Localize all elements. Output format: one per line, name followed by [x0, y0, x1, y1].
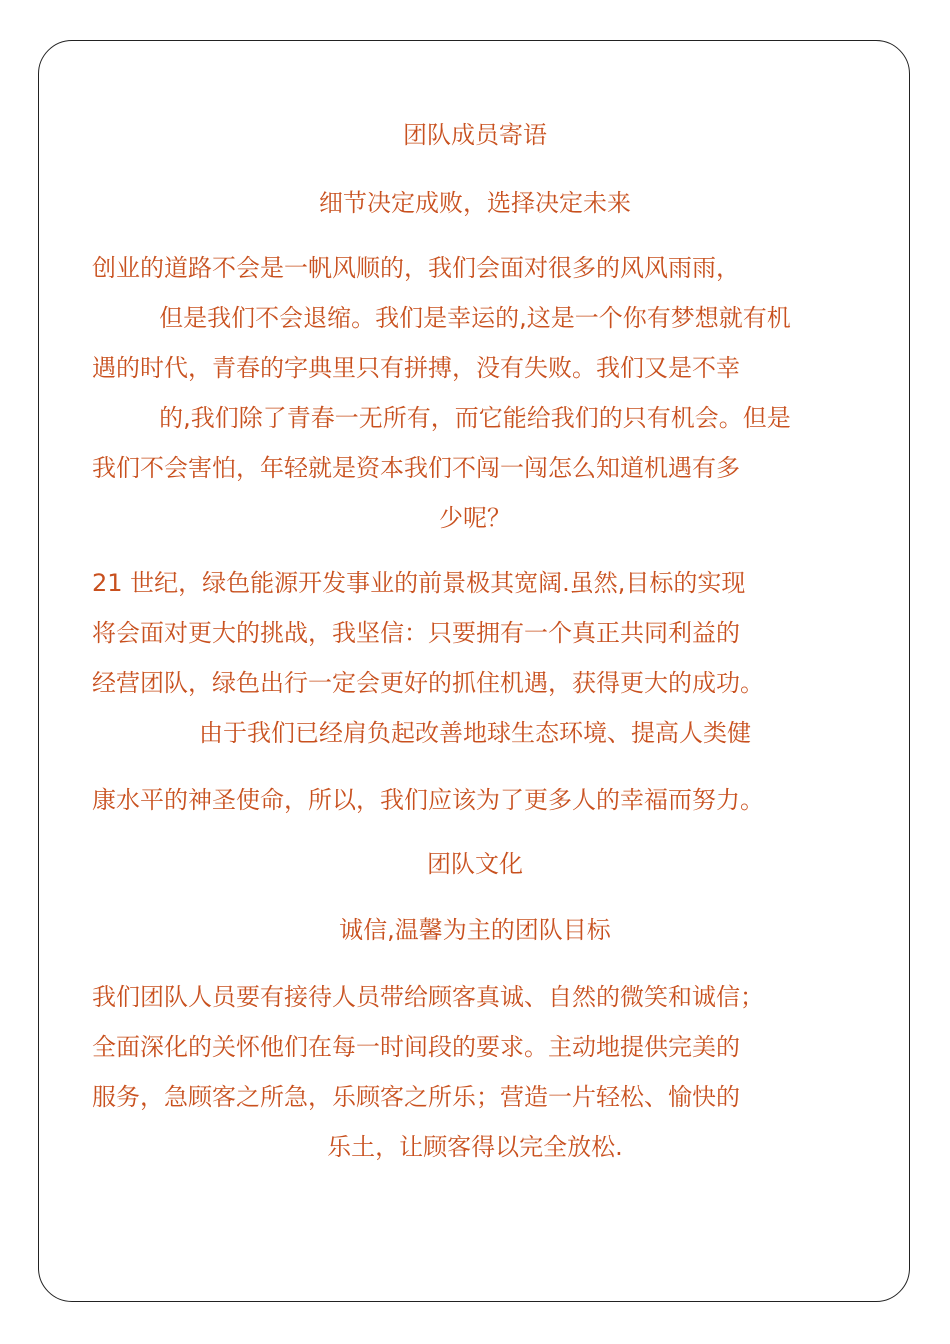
section-subheading-motto: 细节决定成败，选择决定未来: [319, 189, 631, 217]
paragraph-line: 但是我们不会退缩。我们是幸运的,这是一个你有梦想就有机: [159, 304, 791, 332]
paragraph-line: 全面深化的关怀他们在每一时间段的要求。主动地提供完美的: [92, 1033, 740, 1061]
section-heading-team-messages: 团队成员寄语: [403, 121, 547, 149]
section-heading-team-culture: 团队文化: [427, 850, 523, 878]
paragraph-line: 我们不会害怕，年轻就是资本我们不闯一闯怎么知道机遇有多: [92, 454, 740, 482]
paragraph-line: 由于我们已经肩负起改善地球生态环境、提高人类健: [199, 719, 751, 747]
paragraph-line: 乐土，让顾客得以完全放松.: [327, 1133, 623, 1161]
paragraph-line: 的,我们除了青春一无所有，而它能给我们的只有机会。但是: [159, 404, 791, 432]
paragraph-line: 服务，急顾客之所急，乐顾客之所乐；营造一片轻松、愉快的: [92, 1083, 740, 1111]
paragraph-line: 少呢？: [439, 504, 511, 532]
paragraph-line: 将会面对更大的挑战，我坚信：只要拥有一个真正共同利益的: [92, 619, 740, 647]
section-subheading-goal: 诚信,温馨为主的团队目标: [339, 916, 611, 944]
paragraph-line: 经营团队，绿色出行一定会更好的抓住机遇，获得更大的成功。: [92, 669, 764, 697]
paragraph-line: 创业的道路不会是一帆风顺的，我们会面对很多的风风雨雨，: [92, 254, 740, 282]
paragraph-line: 我们团队人员要有接待人员带给顾客真诚、自然的微笑和诚信；: [92, 983, 764, 1011]
paragraph-line: 康水平的神圣使命，所以，我们应该为了更多人的幸福而努力。: [92, 786, 764, 814]
paragraph-line: 21 世纪，绿色能源开发事业的前景极其宽阔.虽然,目标的实现: [92, 569, 746, 597]
paragraph-line: 遇的时代，青春的字典里只有拼搏，没有失败。我们又是不幸: [92, 354, 740, 382]
